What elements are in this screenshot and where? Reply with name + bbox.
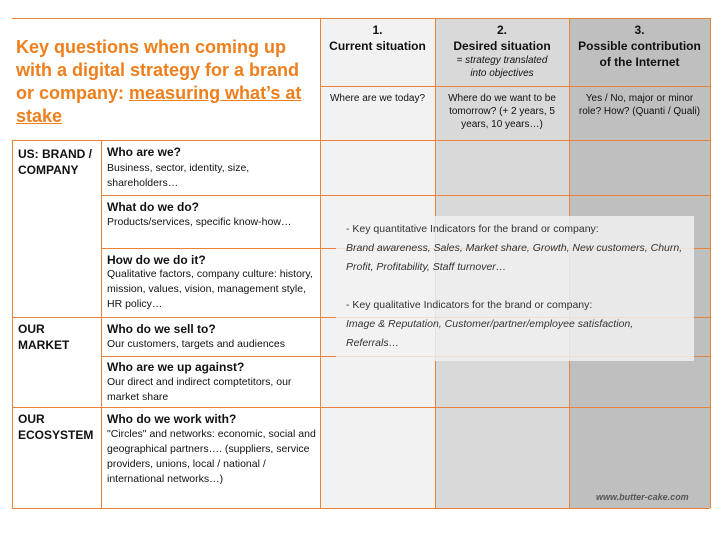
- question-detail: Qualitative factors, company culture: history, mission, values, vision, management style, HR policy…: [107, 268, 313, 310]
- question-heading: What do we do?: [107, 200, 199, 214]
- column-label: Possible contribution of the Internet: [578, 39, 701, 69]
- column-question-1: Where are we today?: [329, 93, 426, 104]
- indicators-overlay: [336, 216, 694, 361]
- question-heading: Who are we up against?: [107, 360, 245, 374]
- column-question-2: Where do we want to be tomorrow? (+ 2 years, 5 years, 10 years…): [448, 93, 556, 130]
- question-detail: "Circles" and networks: economic, social and geographical partners…. (suppliers, service providers, unions, local / national / international networks…): [107, 428, 316, 485]
- column-number: 2.: [496, 23, 507, 37]
- question-detail: Our direct and indirect comptetitors, our market share: [107, 376, 292, 403]
- category-brand: US: BRAND / COMPANY: [18, 147, 92, 177]
- question-heading: Who are we?: [107, 145, 182, 159]
- column-number: 1.: [372, 23, 383, 37]
- column-label: Current situation: [329, 39, 426, 53]
- footer-credit: www.butter-cake.com: [596, 492, 689, 502]
- page-title: [16, 36, 308, 128]
- question-detail: Business, sector, identity, size, shareholders…: [107, 162, 250, 189]
- grid-line: [12, 508, 710, 509]
- column-question-3: Yes / No, major or minor role? How? (Quanti / Quali): [578, 93, 701, 117]
- grid-line: [101, 140, 102, 508]
- category-market: OUR MARKET: [18, 322, 70, 352]
- grid-line: [710, 18, 711, 508]
- column-label: Desired situation: [453, 39, 551, 53]
- grid-line: [12, 140, 710, 141]
- question-detail: Our customers, targets and audiences: [107, 338, 286, 350]
- grid-line: [12, 407, 710, 408]
- title-text: Key questions when coming up with a digital strategy for a brand or company:: [16, 37, 300, 103]
- column-header-3: [569, 22, 710, 70]
- quantitative-items: Brand awareness, Sales, Market share, Growth, New customers, Churn, Profit, Profitability, Staff turnover…: [346, 242, 683, 273]
- category-ecosystem: OUR ECOSYSTEM: [18, 412, 94, 442]
- column-header-1: [320, 22, 435, 54]
- grid-line: [101, 195, 710, 196]
- grid-line: [12, 140, 13, 508]
- question-heading: Who do we sell to?: [107, 322, 216, 336]
- question-detail: Products/services, specific know-how…: [107, 216, 292, 228]
- qualitative-items: Image & Reputation, Customer/partner/employee satisfaction, Referrals…: [346, 318, 634, 349]
- title-underlined: measuring what’s at stake: [16, 83, 302, 126]
- grid-line: [320, 86, 710, 87]
- column-sublabel: = strategy translated into objectives: [456, 55, 548, 79]
- question-heading: Who do we work with?: [107, 412, 237, 426]
- quantitative-title: - Key quantitative Indicators for the brand or company:: [346, 223, 599, 235]
- qualitative-title: - Key qualitative Indicators for the brand or company:: [346, 299, 593, 311]
- column-header-2: [435, 22, 569, 80]
- question-heading: How do we do it?: [107, 253, 206, 267]
- grid-line: [320, 18, 321, 508]
- column-number: 3.: [634, 23, 645, 37]
- grid-line: [12, 18, 710, 19]
